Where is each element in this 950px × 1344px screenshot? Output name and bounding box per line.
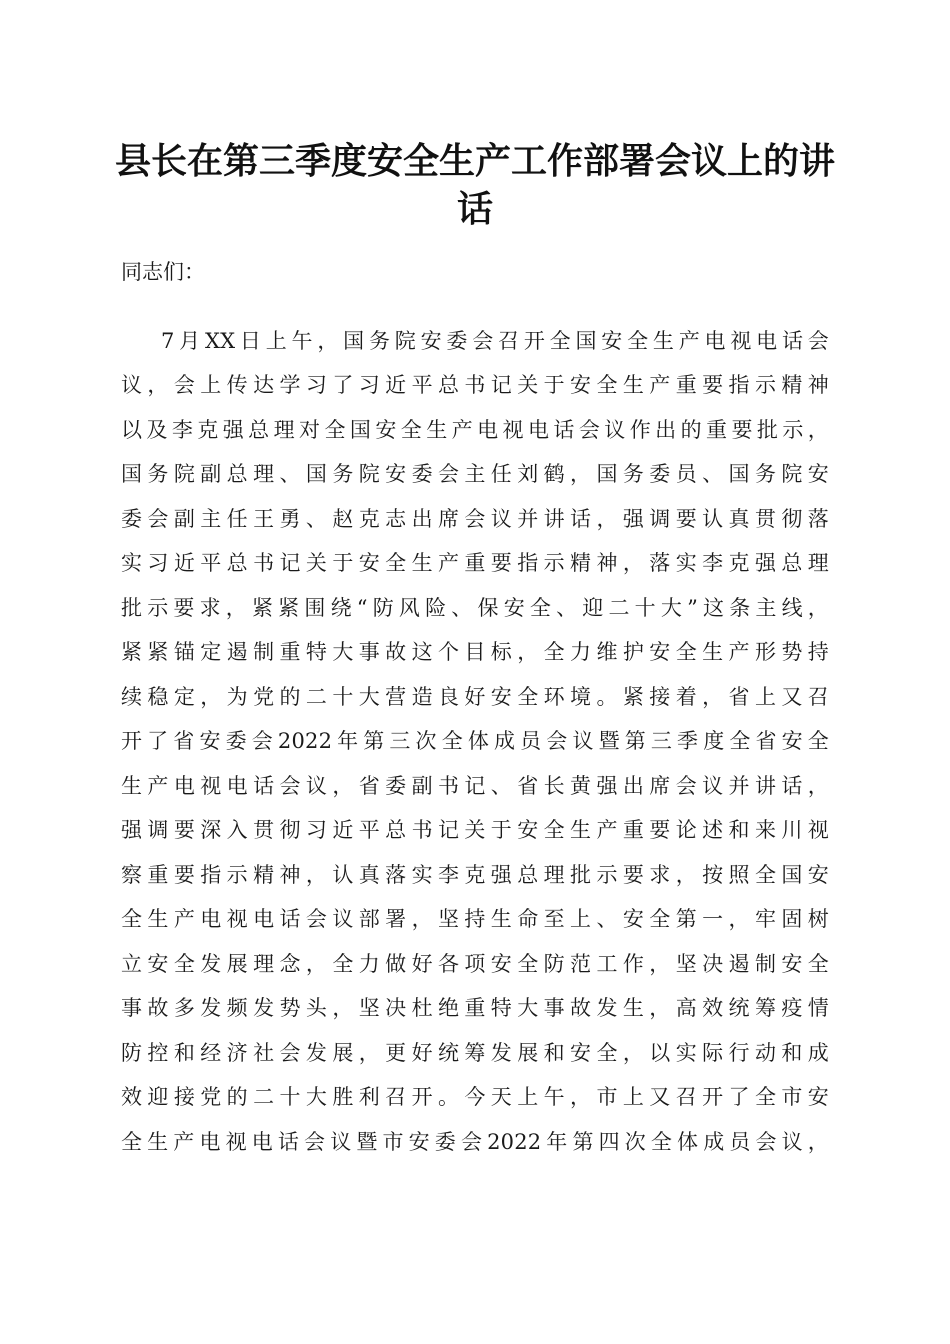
paragraph-line: 效迎接党的二十大胜利召开。今天上午，市上又召开了全市安 (121, 1085, 829, 1109)
paragraph-line: 7月XX日上午，国务院安委会召开全国安全生产电视电话会 (161, 329, 829, 353)
paragraph-line: 国务院副总理、国务院安委会主任刘鹤，国务委员、国务院安 (121, 462, 829, 486)
document-title-line-2: 话 (456, 188, 493, 230)
paragraph-line: 强调要深入贯彻习近平总书记关于安全生产重要论述和来川视 (121, 818, 829, 842)
salutation: 同志们： (121, 260, 205, 284)
paragraph-line: 察重要指示精神，认真落实李克强总理批示要求，按照全国安 (121, 863, 829, 887)
paragraph-line: 开了省安委会2022年第三次全体成员会议暨第三季度全省安全 (121, 729, 829, 753)
paragraph-line: 以及李克强总理对全国安全生产电视电话会议作出的重要批示， (121, 418, 829, 442)
paragraph-line: 续稳定，为党的二十大营造良好安全环境。紧接着，省上又召 (121, 685, 829, 709)
paragraph-line: 全生产电视电话会议部署，坚持生命至上、安全第一，牢固树 (121, 907, 829, 931)
paragraph-line: 批示要求，紧紧围绕“防风险、保安全、迎二十大”这条主线， (121, 596, 829, 620)
paragraph-line: 防控和经济社会发展，更好统筹发展和安全，以实际行动和成 (121, 1041, 829, 1065)
paragraph-line: 实习近平总书记关于安全生产重要指示精神，落实李克强总理 (121, 551, 829, 575)
paragraph-line: 议，会上传达学习了习近平总书记关于安全生产重要指示精神 (121, 373, 829, 397)
paragraph-line: 立安全发展理念，全力做好各项安全防范工作，坚决遏制安全 (121, 952, 829, 976)
paragraph-line: 紧紧锚定遏制重特大事故这个目标，全力维护安全生产形势持 (121, 640, 829, 664)
paragraph-line: 生产电视电话会议，省委副书记、省长黄强出席会议并讲话， (121, 774, 829, 798)
paragraph-line: 全生产电视电话会议暨市安委会2022年第四次全体成员会议， (121, 1130, 829, 1154)
paragraph-line: 委会副主任王勇、赵克志出席会议并讲话，强调要认真贯彻落 (121, 507, 829, 531)
paragraph-line: 事故多发频发势头，坚决杜绝重特大事故发生，高效统筹疫情 (121, 996, 829, 1020)
document-title-line-1: 县长在第三季度安全生产工作部署会议上的讲 (114, 140, 835, 182)
